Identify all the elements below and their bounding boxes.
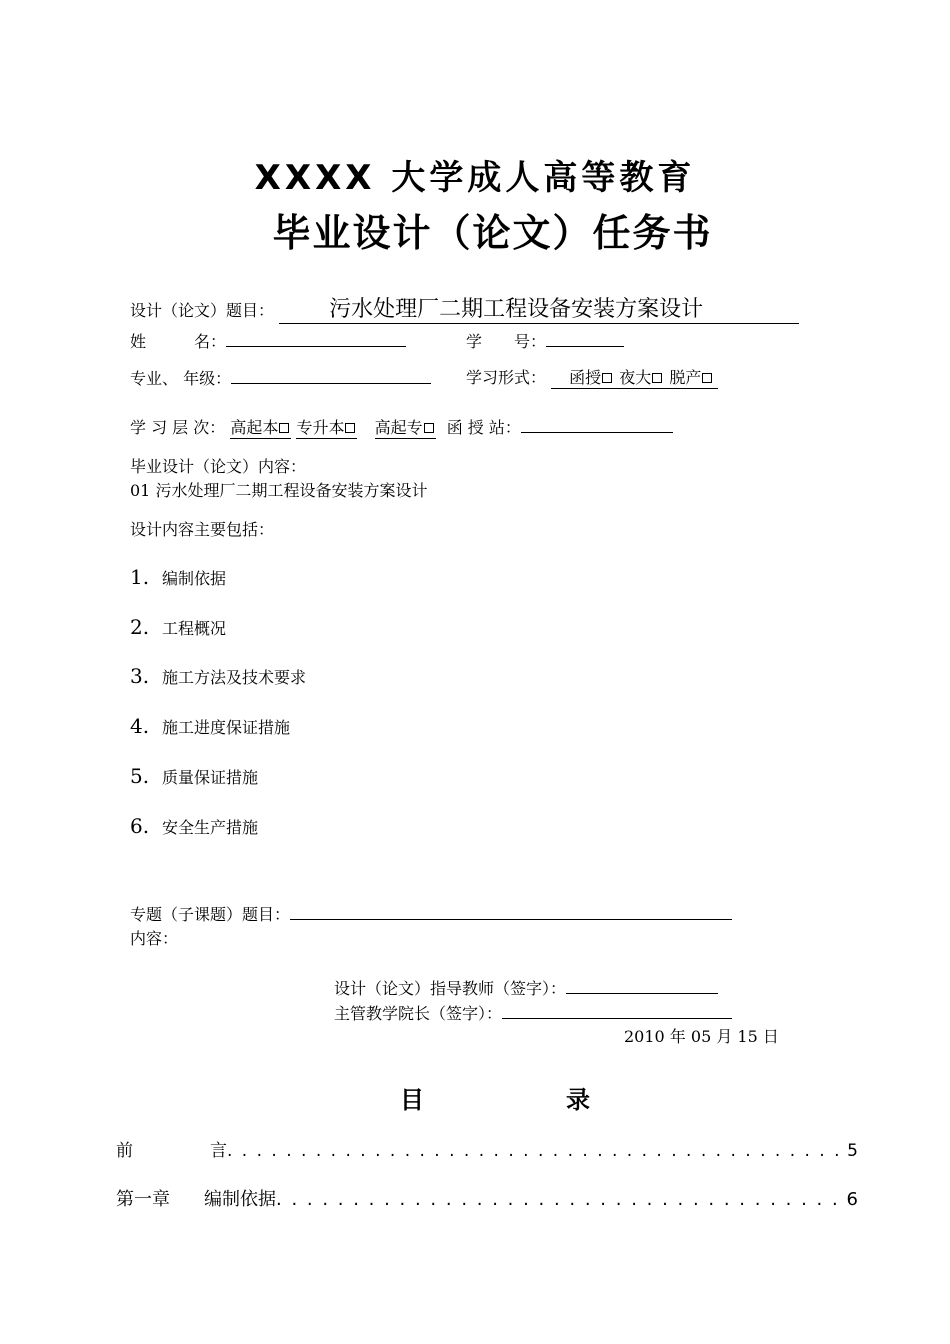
level-row — [130, 414, 673, 439]
list-item-text: 施工进度保证措施 — [162, 718, 291, 737]
toc-entry-left: 前 — [116, 1141, 133, 1161]
toc-leader-dots — [276, 1189, 847, 1210]
topic-value: 污水处理厂二期工程设备安装方案设计 — [279, 292, 799, 324]
toc-entry[interactable] — [116, 1185, 858, 1211]
toc-entry-page: 6 — [846, 1189, 858, 1210]
name-row — [130, 328, 406, 352]
dean-signature-row — [334, 1000, 732, 1024]
level-option-3: 高起专 — [374, 418, 423, 437]
name-label: 姓 名： — [130, 332, 227, 351]
list-item-text: 安全生产措施 — [162, 818, 259, 837]
level-option-1: 高起本 — [230, 418, 279, 437]
toc-entry-left: 第一章 — [116, 1189, 170, 1210]
toc-heading-right: 录 — [566, 1086, 590, 1114]
list-item-number: 2. — [130, 615, 150, 639]
list-item-number: 6. — [130, 814, 150, 838]
station-label: 函 授 站： — [446, 418, 521, 437]
content-label: 毕业设计（论文）内容： — [130, 457, 307, 476]
level-option-1-wrap — [230, 415, 291, 439]
level-option-3-wrap — [375, 415, 436, 439]
study-form-checkbox-1[interactable] — [602, 373, 612, 383]
level-option-2: 专升本 — [296, 418, 345, 437]
level-option-2-wrap — [296, 415, 357, 439]
subtopic-field[interactable] — [290, 901, 732, 920]
dean-signature-field[interactable] — [502, 1000, 732, 1019]
advisor-label: 设计（论文）指导教师（签字）： — [334, 979, 567, 998]
subtopic-row — [130, 901, 732, 925]
study-form-checkbox-2[interactable] — [652, 373, 662, 383]
list-item-number: 3. — [130, 664, 150, 688]
station-field[interactable] — [521, 414, 673, 433]
advisor-signature-row — [334, 975, 718, 999]
list-item — [130, 714, 290, 738]
list-item — [130, 764, 258, 788]
study-form-option-1: 函授 — [569, 368, 602, 387]
list-item-text: 施工方法及技术要求 — [162, 668, 307, 687]
list-item-text: 工程概况 — [162, 619, 227, 638]
university-title: XXXX 大学成人高等教育 — [254, 158, 696, 198]
toc-leader-dots — [227, 1141, 847, 1161]
list-item — [130, 615, 226, 639]
list-item — [130, 664, 306, 688]
level-label: 学 习 层 次： — [130, 418, 226, 437]
main-content-label: 设计内容主要包括： — [130, 520, 275, 539]
study-form-option-3: 脱产 — [669, 368, 702, 387]
toc-entry-page: 5 — [847, 1141, 858, 1161]
subtopic-content-label: 内容： — [130, 929, 179, 948]
name-field[interactable] — [226, 328, 406, 347]
list-item-text: 编制依据 — [162, 569, 227, 588]
major-row — [130, 365, 431, 389]
content-value: 01 污水处理厂二期工程设备安装方案设计 — [130, 481, 428, 500]
study-form-checkbox-3[interactable] — [702, 373, 712, 383]
dean-label: 主管教学院长（签字）： — [334, 1004, 503, 1023]
student-id-field[interactable] — [546, 328, 624, 347]
toc-heading-left: 目 — [400, 1086, 424, 1114]
study-form-row — [466, 365, 718, 389]
topic-row — [130, 292, 799, 324]
toc-entry-right: 编制依据 — [204, 1189, 276, 1210]
level-checkbox-2[interactable] — [345, 423, 355, 433]
document-title: 毕业设计（论文）任务书 — [272, 211, 713, 255]
student-id-row — [466, 328, 624, 352]
list-item — [130, 565, 226, 589]
toc-entry-right: 言 — [210, 1141, 227, 1161]
subtopic-label: 专题（子课题）题目： — [130, 905, 291, 924]
list-item-text: 质量保证措施 — [162, 768, 259, 787]
list-item-number: 4. — [130, 714, 150, 738]
toc-entry[interactable] — [116, 1136, 858, 1161]
major-label: 专业、 年级： — [130, 369, 232, 388]
study-form-option-2: 夜大 — [619, 368, 652, 387]
level-checkbox-3[interactable] — [424, 423, 434, 433]
level-checkbox-1[interactable] — [279, 423, 289, 433]
study-form-options — [551, 365, 718, 389]
student-id-label: 学 号： — [466, 332, 547, 351]
topic-label: 设计（论文）题目： — [130, 301, 275, 320]
list-item-number: 5. — [130, 764, 150, 788]
date: 2010 年 05 月 15 日 — [624, 1027, 779, 1046]
list-item-number: 1. — [130, 565, 150, 589]
major-field[interactable] — [231, 365, 431, 384]
list-item — [130, 814, 258, 838]
study-form-label: 学习形式： — [466, 368, 547, 387]
advisor-signature-field[interactable] — [566, 975, 718, 994]
